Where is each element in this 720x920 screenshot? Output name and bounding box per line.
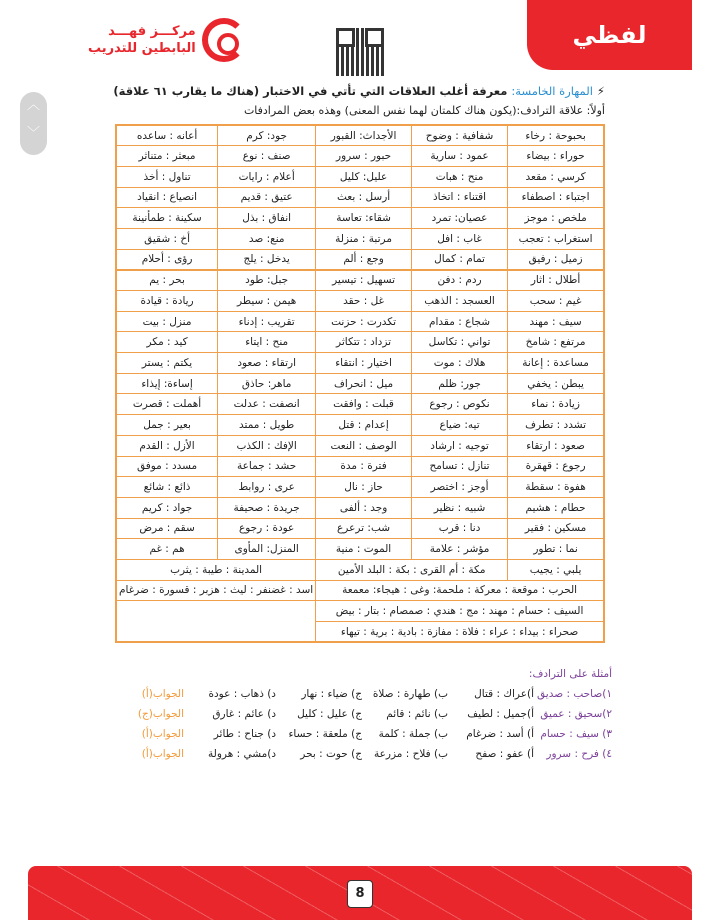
table-cell: مسكين : فقير xyxy=(508,518,604,539)
table-row xyxy=(116,187,604,208)
skill-title: معرفة أغلب العلاقات التي تأتي في الاختبار (هناك ما يقارب ٦١ علاقة) xyxy=(113,84,508,98)
example-item xyxy=(102,724,612,744)
example-item xyxy=(102,744,612,764)
table-row xyxy=(116,270,604,291)
table-cell: شفافية : وضوح xyxy=(411,125,507,146)
table-row xyxy=(116,497,604,518)
table-cell: رجوع : قهقرة xyxy=(508,456,604,477)
table-cell: حبور : سرور xyxy=(316,146,412,167)
qr-code-icon xyxy=(336,28,384,76)
table-cell: شقاء: تعاسة xyxy=(316,208,412,229)
table-cell: حوراء : بيضاء xyxy=(508,146,604,167)
table-cell: كرسي : مقعد xyxy=(508,166,604,187)
option-d: د) عائم : غارق xyxy=(212,708,276,720)
table-row xyxy=(116,477,604,498)
table-cell: حطام : هشيم xyxy=(508,497,604,518)
table-cell: هفوة : سقطة xyxy=(508,477,604,498)
table-cell: ملخص : موجز xyxy=(508,208,604,229)
option-b: ب) فلاح : مزرعة xyxy=(374,748,448,760)
table-cell: انصياع : انقياد xyxy=(116,187,218,208)
table-cell: جور: ظلم xyxy=(411,373,507,394)
table-cell: غاب : افل xyxy=(411,228,507,249)
option-b: ب) نائم : قائم xyxy=(386,708,448,720)
table-cell: عصيان: تمرد xyxy=(411,208,507,229)
table-cell: شب: ترعرع xyxy=(316,518,412,539)
table-cell: دنا : قرب xyxy=(411,518,507,539)
table-cell: الموت : منية xyxy=(316,539,412,560)
logo-icon xyxy=(202,18,246,62)
intro-text: أولاً: علاقة الترادف:(يكون هناك كلمتان لهما نفس المعنى) وهذه بعض المرادفات xyxy=(243,104,605,117)
table-cell xyxy=(116,601,316,642)
table-cell: الأزل : القدم xyxy=(116,435,218,456)
table-cell: عودة : رجوع xyxy=(218,518,316,539)
table-cell: الأجداث: القبور xyxy=(316,125,412,146)
table-cell: عرى : روابط xyxy=(218,477,316,498)
table-cell: ماهر: حاذق xyxy=(218,373,316,394)
chevron-up-icon[interactable]: ︿ xyxy=(26,98,40,113)
table-cell: بعير : جمل xyxy=(116,415,218,436)
chevron-down-icon[interactable]: ﹀ xyxy=(26,126,40,141)
option-d: د) جناح : طائر xyxy=(213,728,276,740)
table-cell: نما : تطور xyxy=(508,539,604,560)
table-cell: مرتفع : شامخ xyxy=(508,332,604,353)
table-row xyxy=(116,580,604,601)
option-a: أ)عراك : قتال xyxy=(474,688,534,700)
table-cell: الحرب : موقعة : معركة : ملحمة: وغى : هيجاء: معمعة xyxy=(316,580,604,601)
table-cell: صنف : نوع xyxy=(218,146,316,167)
table-row xyxy=(116,518,604,539)
table-cell: يلبي : يجيب xyxy=(508,559,604,580)
table-cell: تكدرت : حزنت xyxy=(316,311,412,332)
examples-title: أمثلة على الترادف: xyxy=(528,668,612,680)
logo xyxy=(88,18,246,62)
example-question: ٢)سحيق : عميق xyxy=(540,708,612,720)
table-cell: حشد : جماعة xyxy=(218,456,316,477)
table-cell: العسجد : الذهب xyxy=(411,291,507,312)
table-cell: توجيه : ارشاد xyxy=(411,435,507,456)
table-cell: وجد : ألفى xyxy=(316,497,412,518)
table-cell: سكينة : طمأنينة xyxy=(116,208,218,229)
table-cell: يكتم : يستر xyxy=(116,353,218,374)
option-b: ب) جملة : كلمة xyxy=(378,728,448,740)
table-cell: أخ : شقيق xyxy=(116,228,218,249)
table-cell: يبطن : يخفي xyxy=(508,373,604,394)
table-cell: عتيق : قديم xyxy=(218,187,316,208)
table-cell: سيف : مهند xyxy=(508,311,604,332)
table-cell: اقتناء : اتخاذ xyxy=(411,187,507,208)
table-cell: جبل: طود xyxy=(218,270,316,291)
table-cell: هلاك : موت xyxy=(411,353,507,374)
table-cell: أعلام : رايات xyxy=(218,166,316,187)
table-cell: ميل : انحراف xyxy=(316,373,412,394)
table-cell: قبلت : وافقت xyxy=(316,394,412,415)
table-row xyxy=(116,166,604,187)
table-cell: أرسل : بعث xyxy=(316,187,412,208)
table-cell: تسهيل : تيسير xyxy=(316,270,412,291)
table-cell: تشدد : تطرف xyxy=(508,415,604,436)
skill-label: المهارة الخامسة: xyxy=(511,84,593,98)
table-cell: أعانه : ساعده xyxy=(116,125,218,146)
table-cell: هيمن : سيطر xyxy=(218,291,316,312)
table-cell: انفاق : بذل xyxy=(218,208,316,229)
table-cell: هم : غم xyxy=(116,539,218,560)
table-row xyxy=(116,415,604,436)
examples-section xyxy=(102,668,612,764)
table-cell: طويل : ممتد xyxy=(218,415,316,436)
table-row xyxy=(116,435,604,456)
table-cell: جريدة : صحيفة xyxy=(218,497,316,518)
table-cell: الوصف : النعت xyxy=(316,435,412,456)
table-cell: سقم : مرض xyxy=(116,518,218,539)
table-cell: بحبوحة : رخاء xyxy=(508,125,604,146)
page-number: 8 xyxy=(347,880,373,908)
table-cell: اسد : غضنفر : ليث : هزبر : قسورة : ضرغام xyxy=(116,580,316,601)
logo-line1: مركـــز فهـــد xyxy=(108,24,196,39)
table-row xyxy=(116,311,604,332)
table-cell: منح : ايتاء xyxy=(218,332,316,353)
table-cell: تواني : تكاسل xyxy=(411,332,507,353)
table-cell: مرتبة : منزلة xyxy=(316,228,412,249)
table-row xyxy=(116,208,604,229)
table-cell: تنازل : تسامح xyxy=(411,456,507,477)
table-cell: بحر : يم xyxy=(116,270,218,291)
example-answer: الجواب(أ) xyxy=(141,688,184,700)
logo-line2: البابطين للتدريب xyxy=(88,41,196,56)
table-cell: استغراب : تعجب xyxy=(508,228,604,249)
table-cell: منح : هبات xyxy=(411,166,507,187)
example-question: ٤) فرح : سرور xyxy=(546,748,612,760)
table-cell: السيف : حسام : مهند : مج : هندي : صمصام : بتار : بيض xyxy=(316,601,604,622)
example-question: ٣) سيف : حسام xyxy=(540,728,612,740)
table-row xyxy=(116,353,604,374)
table-cell: اختيار : انتقاء xyxy=(316,353,412,374)
table-cell: مسدد : موفق xyxy=(116,456,218,477)
table-cell: كيد : مكر xyxy=(116,332,218,353)
table-row xyxy=(116,539,604,560)
section-title: لفظي xyxy=(572,21,647,49)
table-row xyxy=(116,228,604,249)
table-row xyxy=(116,249,604,270)
table-cell: ريادة : قيادة xyxy=(116,291,218,312)
example-item xyxy=(102,704,612,724)
table-cell: أطلال : اثار xyxy=(508,270,604,291)
skill-heading: ⚡ المهارة الخامسة: معرفة أغلب العلاقات التي تأتي في الاختبار (هناك ما يقارب ٦١ علاقة) xyxy=(113,84,605,98)
example-answer: الجواب(أ) xyxy=(141,728,184,740)
table-cell: إعدام : قتل xyxy=(316,415,412,436)
table-row xyxy=(116,456,604,477)
table-cell: أهملت : قصرت xyxy=(116,394,218,415)
table-cell: الإفك : الكذب xyxy=(218,435,316,456)
table-cell: تقريب : إدناء xyxy=(218,311,316,332)
table-cell: تناول : أخذ xyxy=(116,166,218,187)
table-cell: غل : حقد xyxy=(316,291,412,312)
table-cell: مؤشر : علامة xyxy=(411,539,507,560)
table-cell: اجتباء : اصطفاء xyxy=(508,187,604,208)
example-question: ١)صاحب : صديق xyxy=(537,688,612,700)
example-item xyxy=(102,684,612,704)
table-cell: رؤى : أحلام xyxy=(116,249,218,270)
table-cell: حاز : نال xyxy=(316,477,412,498)
table-cell: المدينة : طيبة : يثرب xyxy=(116,559,316,580)
option-a: أ) عفو : صفح xyxy=(475,748,534,760)
table-cell: فترة : مدة xyxy=(316,456,412,477)
table-cell: غيم : سحب xyxy=(508,291,604,312)
table-cell: منزل : بيت xyxy=(116,311,218,332)
option-a: أ) أسد : ضرغام xyxy=(466,728,534,740)
page-scroll-control[interactable] xyxy=(20,92,47,155)
table-cell: تيه: ضياع xyxy=(411,415,507,436)
table-cell: أوجز : اختصر xyxy=(411,477,507,498)
table-cell: ارتقاء : صعود xyxy=(218,353,316,374)
synonyms-table xyxy=(115,124,605,643)
option-c: ج) حوت : بحر xyxy=(300,748,362,760)
table-cell: جود: كرم xyxy=(218,125,316,146)
table-cell: ذائع : شائع xyxy=(116,477,218,498)
table-cell: صحراء : بيداء : عراء : فلاة : مفازة : بادية : برية : تيهاء xyxy=(316,622,604,643)
table-cell: المنزل: المأوى xyxy=(218,539,316,560)
table-row xyxy=(116,559,604,580)
example-answer: الجواب(أ) xyxy=(141,748,184,760)
example-answer: الجواب(ج) xyxy=(137,708,184,720)
table-cell: مبعثر : متناثر xyxy=(116,146,218,167)
option-b: ب) طهارة : صلاة xyxy=(372,688,448,700)
table-cell: صعود : ارتقاء xyxy=(508,435,604,456)
table-cell: تزداد : تتكاثر xyxy=(316,332,412,353)
table-cell: عمود : سارية xyxy=(411,146,507,167)
table-cell: مساعدة : إعانة xyxy=(508,353,604,374)
table-row xyxy=(116,394,604,415)
table-row xyxy=(116,601,604,622)
table-cell: إساءة: إيذاء xyxy=(116,373,218,394)
section-tab xyxy=(527,0,692,70)
table-cell: شجاع : مقدام xyxy=(411,311,507,332)
table-row xyxy=(116,373,604,394)
option-c: ج) ضياء : نهار xyxy=(301,688,362,700)
table-cell: زيادة : نماء xyxy=(508,394,604,415)
table-cell: يدخل : يلج xyxy=(218,249,316,270)
table-cell: نكوص : رجوع xyxy=(411,394,507,415)
option-d: د)مشي : هرولة xyxy=(208,748,276,760)
table-cell: منع: صد xyxy=(218,228,316,249)
table-row xyxy=(116,332,604,353)
option-d: د) ذهاب : عودة xyxy=(208,688,276,700)
table-cell: زميل : رفيق xyxy=(508,249,604,270)
table-cell: انصفت : عدلت xyxy=(218,394,316,415)
option-c: ج) ملعقة : حساء xyxy=(288,728,362,740)
table-row xyxy=(116,125,604,146)
table-cell: عليل: كليل xyxy=(316,166,412,187)
table-row xyxy=(116,291,604,312)
table-cell: تمام : كمال xyxy=(411,249,507,270)
table-cell: جواد : كريم xyxy=(116,497,218,518)
table-cell: شبيه : نظير xyxy=(411,497,507,518)
table-cell: مكة : أم القرى : بكة : البلد الأمين xyxy=(316,559,508,580)
option-c: ج) عليل : كليل xyxy=(297,708,362,720)
table-cell: ردم : دفن xyxy=(411,270,507,291)
option-a: أ)جميل : لطيف xyxy=(467,708,534,720)
table-row xyxy=(116,146,604,167)
table-cell: وجع : ألم xyxy=(316,249,412,270)
